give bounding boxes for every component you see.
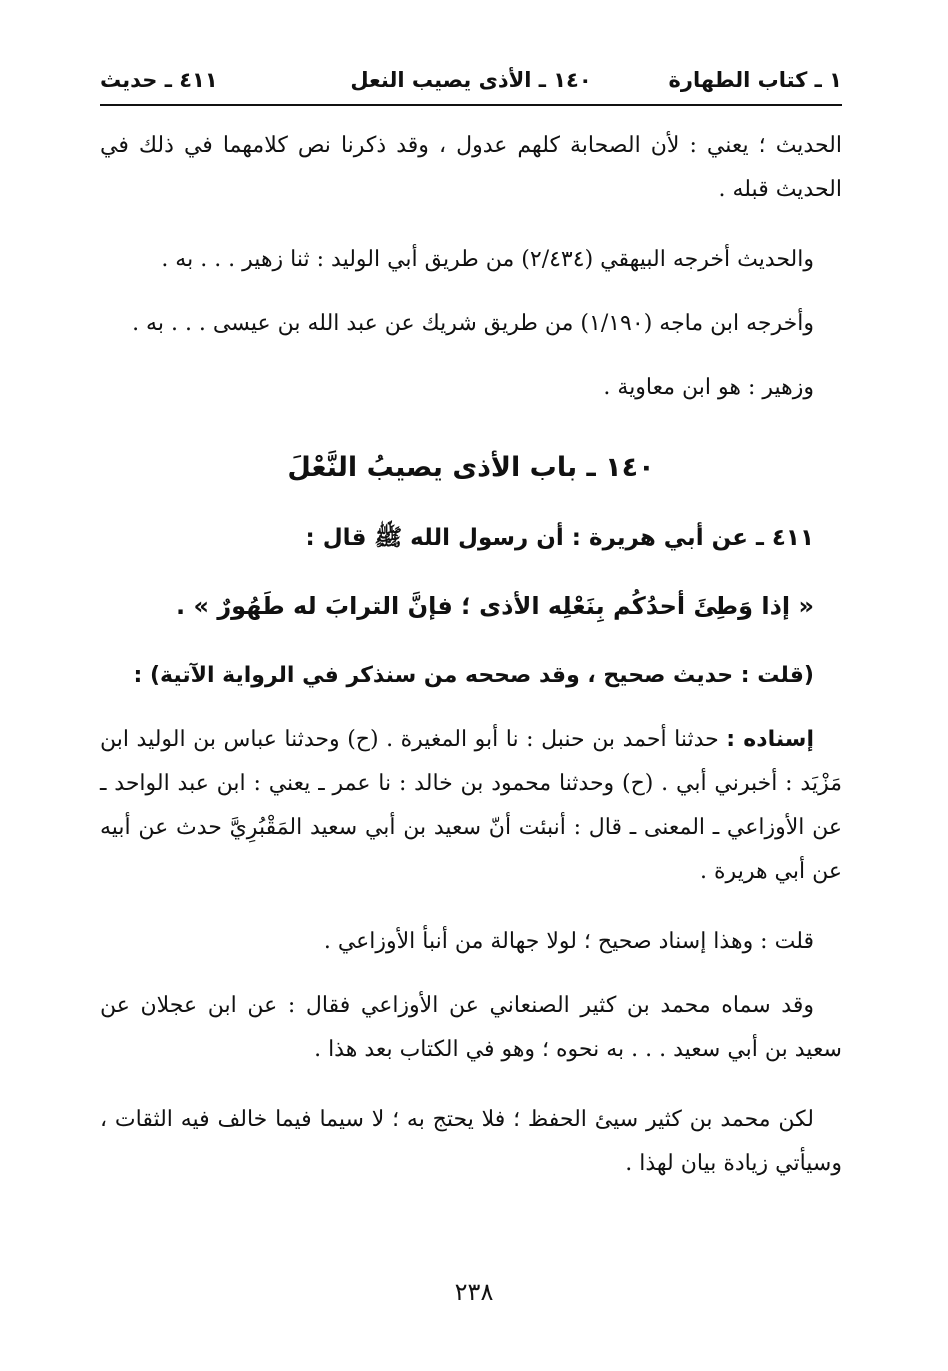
commentary-3: لكن محمد بن كثير سيئ الحفظ ؛ فلا يحتج به ؛ لا سيما فيما خالف فيه الثقات ، وسيأتي زيادة بيان لهذا . bbox=[100, 1107, 842, 1176]
header-chapter-title: ١٤٠ ـ الأذى يصيب النعل bbox=[350, 68, 592, 92]
paragraph-1: الحديث ؛ يعني : لأن الصحابة كلهم عدول ، وقد ذكرنا نص كلامهما في ذلك في الحديث قبله . bbox=[100, 133, 842, 202]
paragraph-2: والحديث أخرجه البيهقي (٢/٤٣٤) من طريق أبي الوليد : ثنا زهير . . . به . bbox=[161, 247, 814, 272]
commentary-1: قلت : وهذا إسناد صحيح ؛ لولا جهالة من أنبأ الأوزاعي . bbox=[323, 929, 814, 954]
isnad-paragraph bbox=[100, 718, 842, 894]
paragraph-4: وزهير : هو ابن معاوية . bbox=[603, 375, 814, 400]
paragraph-3: وأخرجه ابن ماجه (١/١٩٠) من طريق شريك عن عبد الله بن عيسى . . . به . bbox=[132, 311, 814, 336]
header-book-title: ١ ـ كتاب الطهارة bbox=[668, 68, 842, 92]
commentary-2: وقد سماه محمد بن كثير الصنعاني عن الأوزاعي فقال : عن ابن عجلان عن سعيد بن أبي سعيد . . . به نحوه ؛ وهو في الكتاب بعد هذا . bbox=[100, 993, 842, 1062]
running-header bbox=[100, 68, 842, 108]
hadith-intro: ٤١١ ـ عن أبي هريرة : أن رسول الله ﷺ قال : bbox=[305, 525, 814, 551]
hadith-grading: (قلت : حديث صحيح ، وقد صححه من سنذكر في الرواية الآتية) : bbox=[133, 663, 814, 688]
header-rule bbox=[100, 104, 842, 106]
isnad-text: حدثنا أحمد بن حنبل : نا أبو المغيرة . (ح) وحدثنا عباس بن الوليد ابن مَزْيَد : أخبرني أبي . (ح) وحدثنا محمود بن خالد : نا عمر ـ يعني : ابن عبد الواحد ـ عن الأوزاعي ـ المعنى ـ قال : أنبئت أنّ سعيد بن أبي سعيد المَقْبُرِيَّ حدث عن أبيه عن أبي هريرة . bbox=[100, 727, 842, 884]
page-number: ٢٣٨ bbox=[454, 1278, 494, 1306]
header-hadith-number: ٤١١ ـ حديث bbox=[100, 68, 218, 92]
hadith-text: « إذا وَطِئَ أحدُكُم بِنَعْلِه الأذى ؛ فإنَّ الترابَ له طَهُورٌ » . bbox=[176, 592, 814, 620]
chapter-heading: ١٤٠ ـ باب الأذى يصيبُ النَّعْلَ bbox=[287, 452, 655, 483]
isnad-lead: إسناده : bbox=[726, 727, 814, 752]
